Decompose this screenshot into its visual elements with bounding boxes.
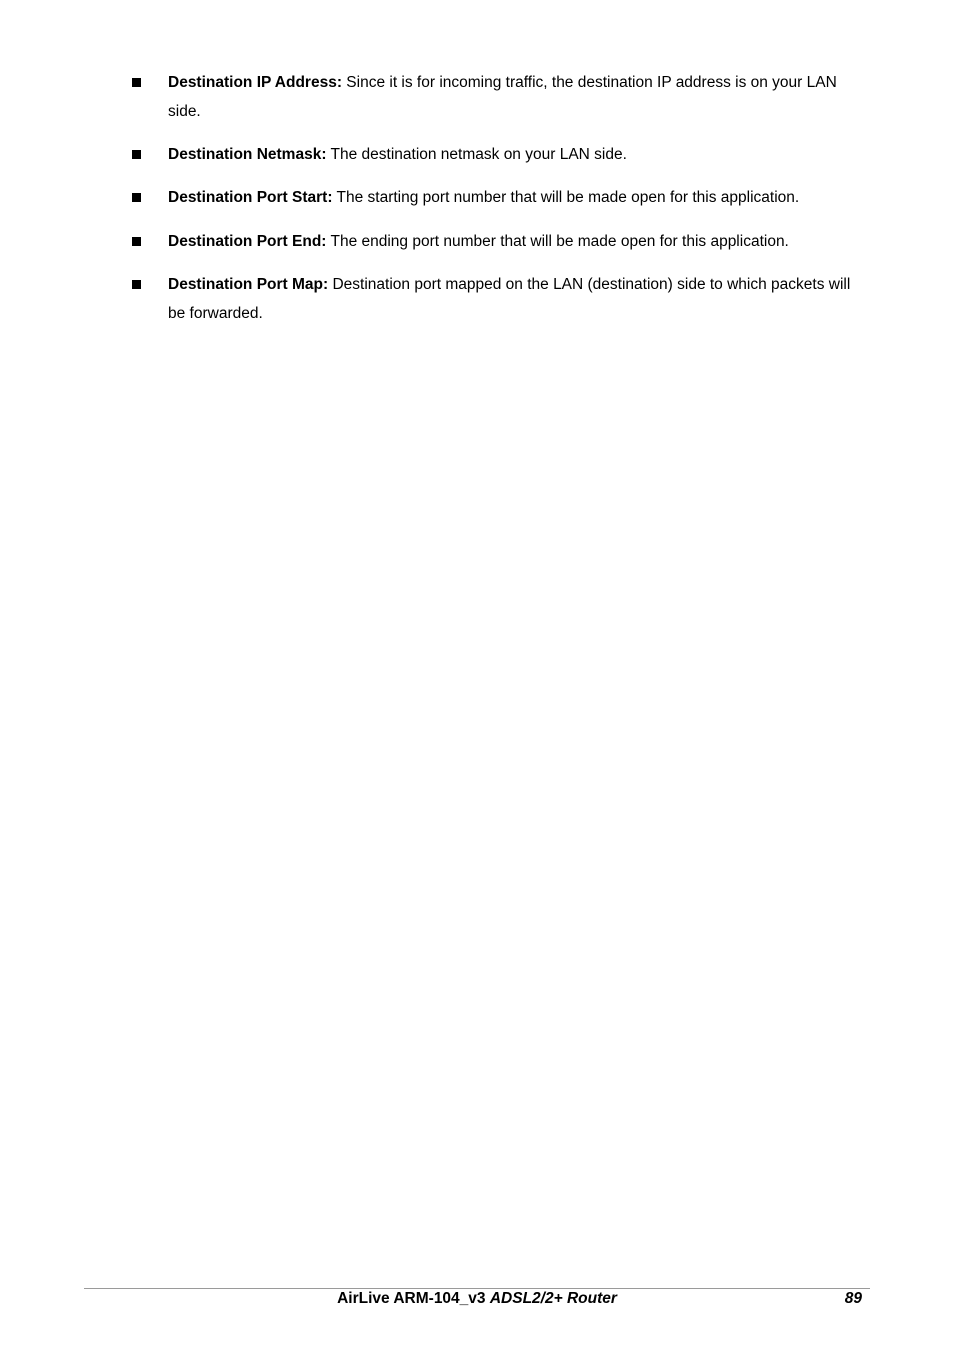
item-paragraph [168,140,868,169]
footer-product: AirLive ARM-104_v3 [337,1290,490,1307]
item-description: The destination netmask on your LAN side. [326,146,627,163]
square-bullet-icon [132,150,141,159]
item-paragraph [168,227,868,256]
item-description: The starting port number that will be made open for this application. [332,189,800,206]
item-paragraph [168,68,868,126]
item-term: Destination Port Start: [168,189,333,206]
item-term: Destination Port End: [168,233,327,250]
page-number: 89 [844,1290,862,1307]
item-term: Destination Port Map: [168,276,329,293]
square-bullet-icon [132,237,141,246]
item-paragraph [168,183,868,212]
item-description: The ending port number that will be made open for this application. [326,233,789,250]
square-bullet-icon [132,193,141,202]
item-paragraph [168,270,868,328]
square-bullet-icon [132,280,141,289]
page-footer [84,1288,870,1309]
footer-model: ADSL2/2+ Router [489,1290,617,1307]
item-term: Destination Netmask: [168,146,327,163]
item-description: Since it is for incoming traffic, the destination IP address is on your LAN side. [168,74,837,120]
item-term: Destination IP Address: [168,74,342,91]
square-bullet-icon [132,78,141,87]
item-description: Destination port mapped on the LAN (destination) side to which packets will be forwarded. [168,276,851,322]
